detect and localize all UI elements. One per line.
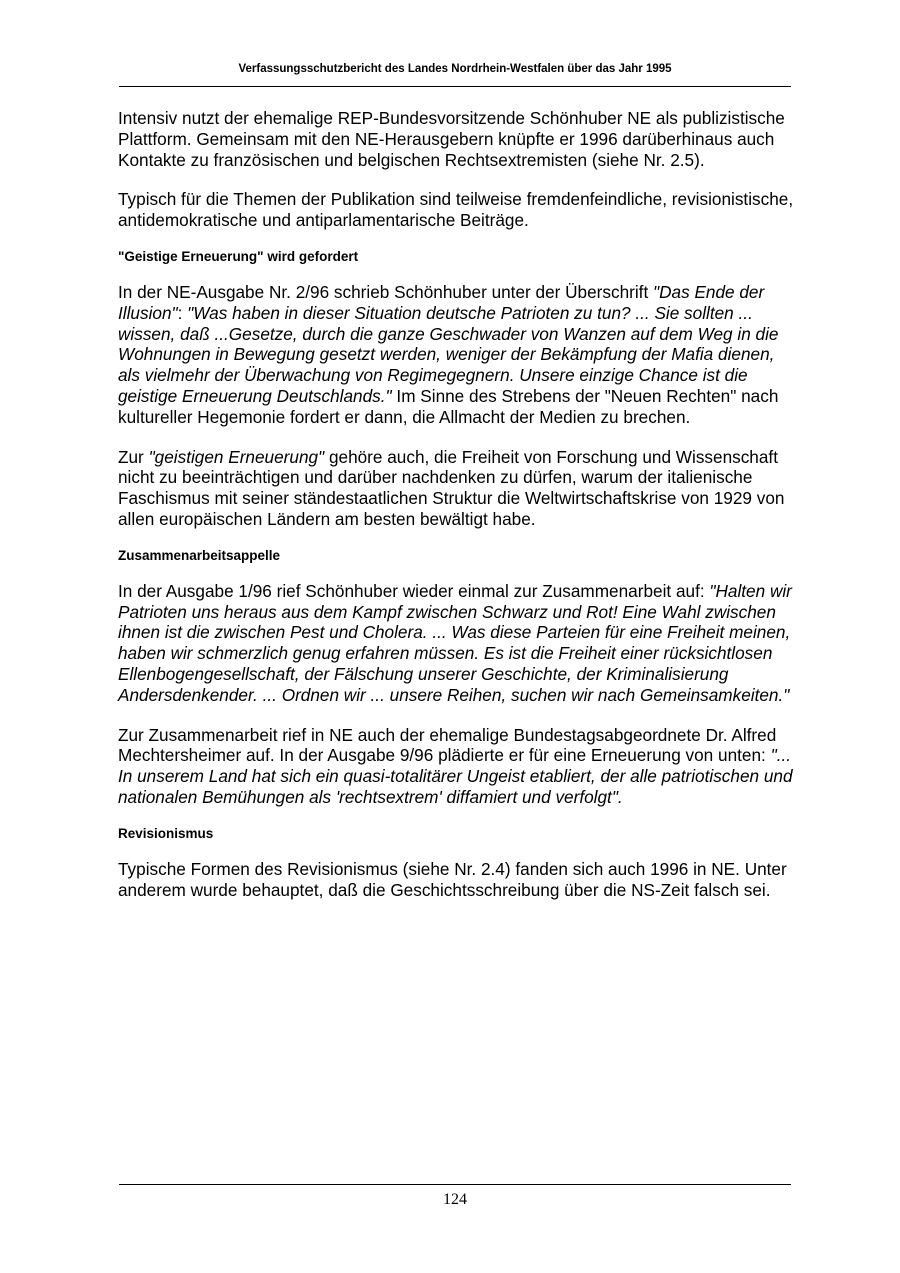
text-run: In der NE-Ausgabe Nr. 2/96 schrieb Schönhuber unter der Überschrift: [118, 281, 654, 302]
quote: "... In unserem Land hat sich ein quasi-totalitärer Ungeist etabliert, der alle patriotischen und nationalen Bemühungen als 'rechtsextrem' diffamiert und verfolgt".: [118, 745, 793, 807]
text-run: Im Sinne des Strebens der "Neuen Rechten" nach kultureller Hegemonie fordert er dann, die Allmacht der Medien zu brechen.: [118, 385, 779, 427]
paragraph: [118, 581, 794, 706]
quote: "geistigen Erneuerung": [148, 446, 325, 467]
text-run: :: [177, 302, 188, 323]
paragraph: [118, 725, 794, 808]
quote: "Was haben in dieser Situation deutsche Patrioten zu tun? ... Sie sollten ... wissen, daß ...Gesetze, durch die ganze Geschwader von Wanzen auf dem Weg in die Wohnungen in Bewegung gesetzt werden, weniger der Bekämpfung der Mafia dienen, als vielmehr der Überwachung von Regimegegnern. Unsere einzige Chance ist die geistige Erneuerung Deutschlands.": [118, 302, 779, 406]
section-heading: Revisionismus: [118, 825, 214, 841]
paragraph: [118, 447, 794, 530]
quote: "Halten wir Patrioten uns heraus aus dem Kampf zwischen Schwarz und Rot! Eine Wahl zwischen ihnen ist die zwischen Pest und Cholera. ... Was diese Parteien für eine Freiheit meinen, haben wir schmerzlich genug erfahren müssen. Es ist die Freiheit einer rücksichtlosen Ellenbogengesellschaft, der Fälschung unserer Geschichte, der Kriminalisierung Andersdenkender. ... Ordnen wir ... unsere Reihen, suchen wir nach Gemeinsamkeiten.": [118, 580, 792, 705]
running-header: Verfassungsschutzbericht des Landes Nordrhein-Westfalen über das Jahr 1995: [238, 63, 672, 75]
footer-rule: [119, 1184, 791, 1185]
text-run: gehöre auch, die Freiheit von Forschung und Wissenschaft nicht zu beeinträchtigen und darüber nachdenken zu dürfen, warum der italienische Faschismus mit seiner ständestaatlichen Struktur die Weltwirtschaftskrise von 1929 von allen europäischen Ländern am besten bewältigt habe.: [118, 446, 785, 529]
section-heading: Zusammenarbeitsappelle: [118, 547, 281, 563]
paragraph: [118, 282, 794, 428]
section-heading: "Geistige Erneuerung" wird gefordert: [118, 248, 359, 264]
paragraph: Typisch für die Themen der Publikation sind teilweise fremdenfeindliche, revisionistische, antidemokratische und antiparlamentarische Beiträge.: [118, 189, 794, 231]
text-run: Zur Zusammenarbeit rief in NE auch der ehemalige Bundestagsabgeordnete Dr. Alfred Mechtersheimer auf. In der Ausgabe 9/96 plädierte er für eine Erneuerung von unten:: [118, 724, 777, 766]
quote-title: "Das Ende der Illusion": [118, 281, 765, 323]
text-run: Zur: [118, 446, 149, 467]
header-rule: [119, 86, 791, 87]
page-number: 124: [443, 1191, 467, 1208]
paragraph: Intensiv nutzt der ehemalige REP-Bundesvorsitzende Schönhuber NE als publizistische Plattform. Gemeinsam mit den NE-Herausgebern knüpfte er 1996 darüberhinaus auch Kontakte zu französischen und belgischen Rechtsextremisten (siehe Nr. 2.5).: [118, 108, 785, 170]
text-run: In der Ausgabe 1/96 rief Schönhuber wieder einmal zur Zusammenarbeit auf:: [118, 580, 710, 601]
page-body: [118, 108, 794, 900]
paragraph: Typische Formen des Revisionismus (siehe Nr. 2.4) fanden sich auch 1996 in NE. Unter anderem wurde behauptet, daß die Geschichtsschreibung über die NS-Zeit falsch sei.: [118, 858, 787, 900]
